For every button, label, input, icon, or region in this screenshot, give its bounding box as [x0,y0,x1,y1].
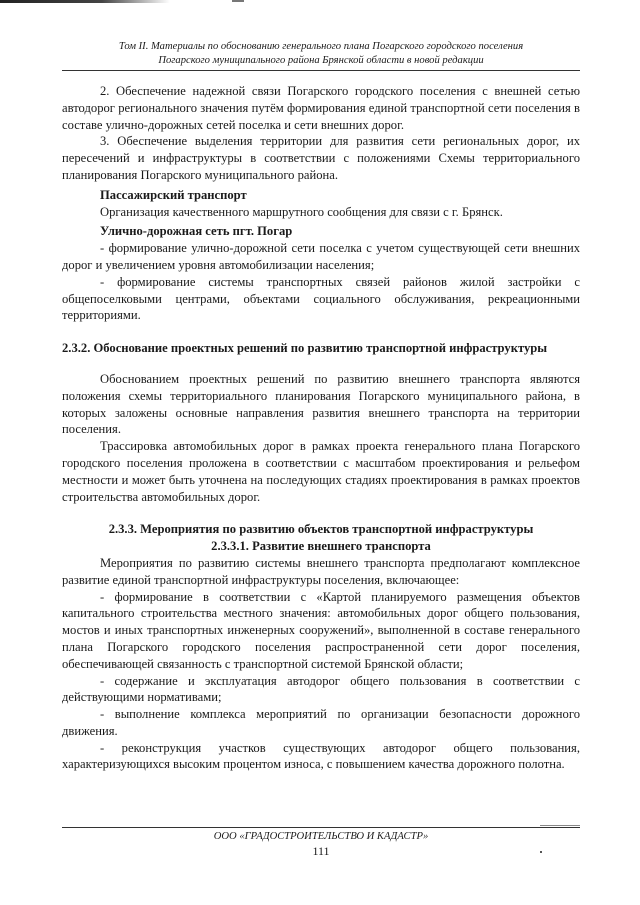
scan-edge-mark-small [232,0,244,2]
paragraph-measure-1: - формирование в соответствии с «Картой планируемого размещения объектов капитального строительства местного значения: автомобильных дорог общего пользования, мостов и иных транспортных инженерных сооружений», выполненной в составе генерального плана Погарского городского поселения распространенной сети дорог поселения, обеспечивающей связанность с транспортной системой Брянской области; [62,589,580,671]
subsection-heading-2-3-3-1: 2.3.3.1. Развитие внешнего транспорта [211,539,431,554]
label-street-network: Улично-дорожная сеть пгт. Погар [100,224,293,239]
label-passenger-transport: Пассажирский транспорт [100,187,247,202]
header-line-2: Погарского муниципального района Брянской области в новой редакции [158,55,484,66]
document-body [62,83,580,773]
paragraph-road-tracing: Трассировка автомобильных дорог в рамках проекта генерального плана Погарского городского поселения проложена в соответствии с масштабом проектирования и рельефом местности и может быть уточнена на последующих стадиях проектирования в рамках проектов строительства автомобильных дорог. [62,439,580,504]
scan-edge-mark [0,0,170,3]
paragraph-route-service: Организация качественного маршрутного сообщения для связи с г. Брянск. [100,204,503,219]
footer-rule [62,827,580,828]
page-number: 111 [312,844,330,858]
footer-company: ООО «ГРАДОСТРОИТЕЛЬСТВО И КАДАСТР» [213,831,429,842]
header-line-1: Том II. Материалы по обоснованию генерального плана Погарского городского поселения [118,41,524,52]
paragraph-street-network-item-1: - формирование улично-дорожной сети поселка с учетом существующей сети внешних дорог и увеличением уровня автомобилизации населения; [62,241,580,272]
section-heading-2-3-2: 2.3.2. Обоснование проектных решений по развитию транспортной инфраструктуры [62,341,548,356]
scan-dot [540,851,542,853]
paragraph-measure-4: - реконструкция участков существующих автодорог общего пользования, характеризующихся высоким процентом износа, с повышением качества дорожного полотна. [62,740,580,772]
section-heading-2-3-3: 2.3.3. Мероприятия по развитию объектов транспортной инфраструктуры [108,522,534,537]
paragraph-measure-2: - содержание и эксплуатация автодорог общего пользования в соответствии с действующими нормативами; [62,673,580,705]
running-header [62,40,580,68]
paragraph-justification: Обоснованием проектных решений по развитию внешнего транспорта являются положения схемы территориального планирования Погарского муниципального района, в которых заложены основные направления развития внешнего транспорта на территории поселения. [62,371,580,437]
footer-rule-short [540,825,580,826]
paragraph-measures-intro: Мероприятия по развитию системы внешнего транспорта предполагают комплексное развитие единой транспортной инфраструктуры поселения, включающее: [62,555,580,587]
header-rule [62,70,580,71]
paragraph-measure-3: - выполнение комплекса мероприятий по организации безопасности дорожного движения. [62,707,580,738]
paragraph-street-network-item-2: - формирование системы транспортных связей районов жилой застройки с общепоселковыми центрами, объектами социального обслуживания, рекреационными территориями. [62,274,580,323]
paragraph-goal-2: 2. Обеспечение надежной связи Погарского городского поселения с внешней сетью автодорог регионального значения путём формирования единой транспортной сети поселения в составе улично-дорожных сетей поселка и сети внешних дорог. [62,84,580,132]
paragraph-goal-3: 3. Обеспечение выделения территории для развития сети региональных дорог, их пересечений и инфраструктуры в соответствии с положениями Схемы территориального планирования Погарского муниципального района. [62,134,580,182]
